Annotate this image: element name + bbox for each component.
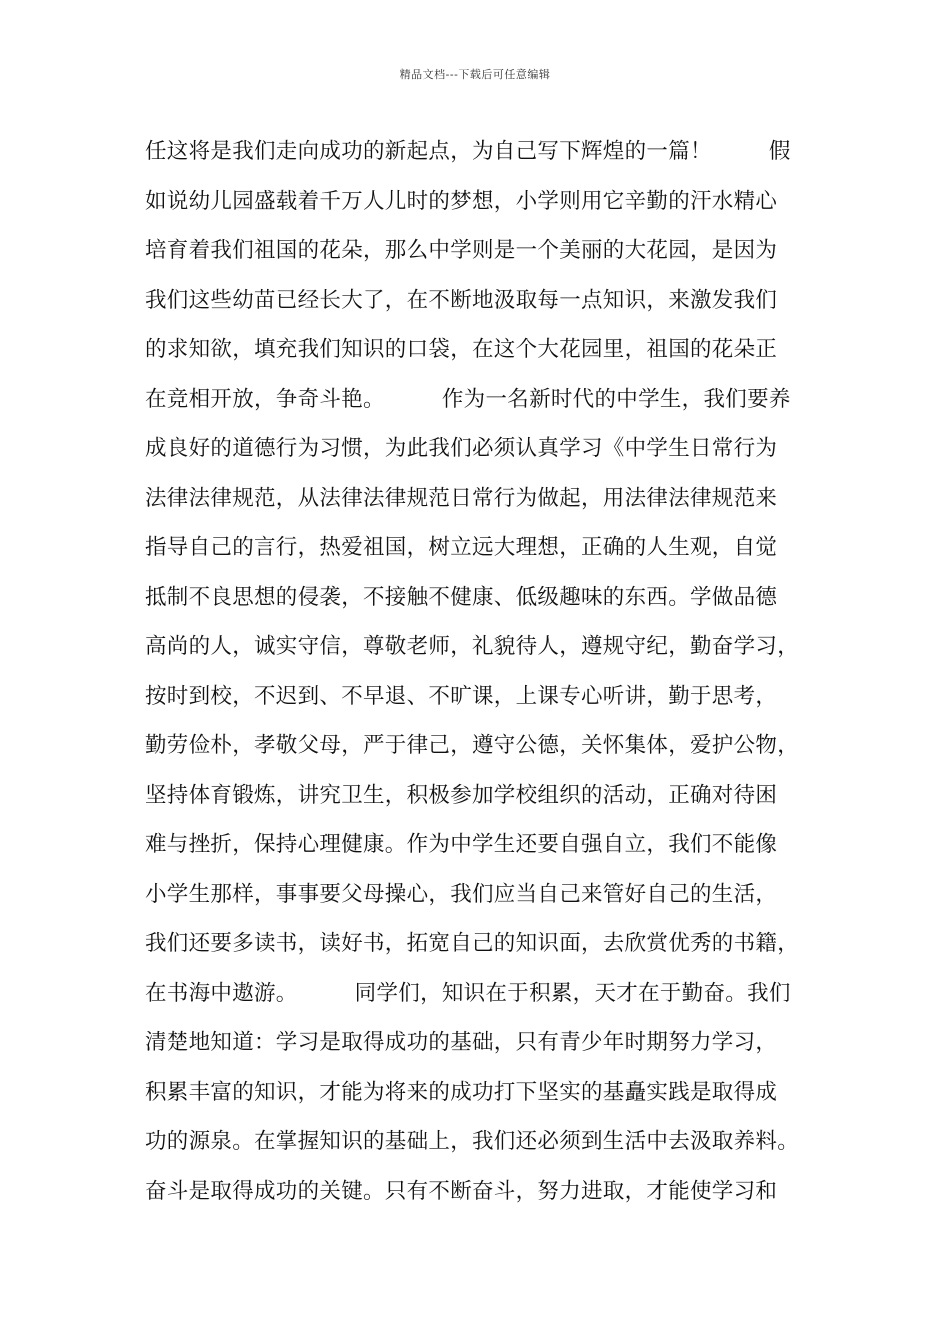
text-line: 勤劳俭朴，孝敬父母，严于律己，遵守公德，关怀集体，爱护公物，	[145, 733, 800, 758]
text-line: 积累丰富的知识，才能为将来的成功打下坚实的基矗实践是取得成	[145, 1079, 778, 1105]
text-line: 在书海中遨游。 同学们，知识在于积累，天才在于勤奋。我们	[145, 980, 791, 1006]
text-line: 清楚地知道：学习是取得成功的基础，只有青少年时期努力学习，	[145, 1030, 778, 1055]
text-line: 抵制不良思想的侵袭，不接触不健康、低级趣味的东西。学做品德	[145, 584, 778, 610]
text-line: 小学生那样，事事要父母操心，我们应当自己来管好自己的生活，	[145, 881, 778, 907]
text-line: 我们还要多读书，读好书，拓宽自己的知识面，去欣赏优秀的书籍，	[145, 931, 800, 956]
text-line: 按时到校，不迟到、不早退、不旷课，上课专心听讲，勤于思考，	[145, 683, 778, 709]
page-header: 精品文档---下载后可任意编辑	[399, 68, 551, 81]
text-line: 培育着我们祖国的花朵，那么中学则是一个美丽的大花园，是因为	[145, 238, 778, 263]
text-line: 我们这些幼苗已经长大了，在不断地汲取每一点知识，来激发我们	[145, 287, 778, 313]
text-line: 奋斗是取得成功的关键。只有不断奋斗，努力进取，才能使学习和	[145, 1178, 778, 1204]
text-line: 如说幼儿园盛载着千万人儿时的梦想，小学则用它辛勤的汗水精心	[145, 188, 778, 214]
text-line: 任这将是我们走向成功的新起点，为自己写下辉煌的一篇！ 假	[145, 139, 791, 164]
document-body	[145, 132, 825, 1221]
text-line: 坚持体育锻炼，讲究卫生，积极参加学校组织的活动，正确对待困	[145, 782, 778, 808]
text-line: 指导自己的言行，热爱祖国，树立远大理想，正确的人生观，自觉	[145, 535, 778, 560]
text-line: 高尚的人，诚实守信，尊敬老师，礼貌待人，遵规守纪，勤奋学习，	[145, 634, 800, 659]
text-line: 在竞相开放，争奇斗艳。 作为一名新时代的中学生，我们要养	[145, 386, 791, 412]
text-line: 成良好的道德行为习惯，为此我们必须认真学习《中学生日常行为	[145, 436, 778, 461]
text-line: 功的源泉。在掌握知识的基础上，我们还必须到生活中去汲取养料。	[145, 1129, 800, 1154]
text-line: 难与挫折，保持心理健康。作为中学生还要自强自立，我们不能像	[145, 832, 778, 857]
text-line: 法律法律规范，从法律法律规范日常行为做起，用法律法律规范来	[145, 485, 778, 511]
text-line: 的求知欲，填充我们知识的口袋，在这个大花园里，祖国的花朵正	[145, 337, 778, 362]
